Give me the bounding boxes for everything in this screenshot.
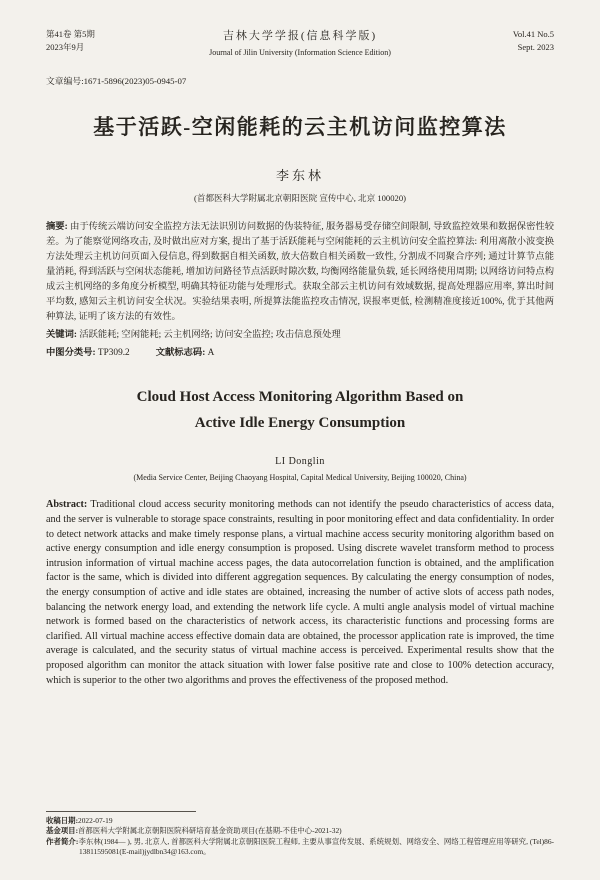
header-left <box>46 28 141 54</box>
received-label: 收稿日期: <box>46 815 79 825</box>
date-en: Sept. 2023 <box>517 42 554 53</box>
keywords-line <box>46 328 554 343</box>
abstract-text-en: Traditional cloud access security monitoring methods can not identify the pseudo characteristics of access data, and the server is vulnerable to storage space constraints, resulting in poor monitoring effect and data confidentiality. In order to detect network attacks and make timely response plans, a virtual machine access security monitoring algorithm based on active energy consumption and idle energy consumption is proposed. Using discrete wavelet transform method to process intrusion information of virtual machine access pages, the data autocorrelation function is obtained, and the amplification factor is the same, which is divided into different aggregation sequences. By calculating the energy consumption of nodes, the energy consumption of active and idle states are obtained, increasing the number of active slots of access path nodes, balancing the network energy load, and extending the network life cycle. A multi angle analysis model of virtual machine network is formed based on the characteristics of network access, its characteristic functions and processing forms are clarified. All virtual machine access effective domain data are obtained, the processor application rate is improved, the time average is calculated, and the security status of virtual machine access is perceived. Experimental results show that the proposed algorithm can monitor the attack situation with lower false positive rate and close to 100% detection accuracy, which is superior to the other two algorithms and proves the effectiveness of the proposed method. <box>46 499 554 686</box>
doc-code-value: A <box>207 348 215 359</box>
journal-name-cn: 吉林大学学报(信息科学版) <box>222 30 378 42</box>
fund-line <box>46 826 554 837</box>
affiliation-cn: (首都医科大学附属北京朝阳医院 宣传中心, 北京 100020) <box>194 193 406 204</box>
fund-label: 基金项目: <box>46 826 79 836</box>
abstract-en <box>46 498 554 688</box>
clc-value: TP309.2 <box>97 348 130 359</box>
header-center <box>141 28 459 59</box>
affiliation-en: (Media Service Center, Beijing Chaoyang Hospital, Capital Medical University, Beijing 100020, China) <box>133 473 467 483</box>
title-en-line1: Cloud Host Access Monitoring Algorithm Based on <box>136 389 464 406</box>
title-cn: 基于活跃-空闲能耗的云主机访问监控算法 <box>93 115 507 140</box>
author-bio-line <box>46 837 554 858</box>
page-footnotes <box>46 811 554 858</box>
clc-line <box>46 346 554 361</box>
title-en <box>46 385 554 436</box>
abstract-label-cn: 摘要: <box>46 222 68 233</box>
header-right <box>459 28 554 54</box>
date-cn: 2023年9月 <box>46 42 85 53</box>
footnote-divider <box>46 811 196 812</box>
volume-issue-cn: 第41卷 第5期 <box>46 29 95 39</box>
abstract-cn <box>46 220 554 325</box>
keywords-text: 活跃能耗; 空闲能耗; 云主机网络; 访问安全监控; 攻击信息预处理 <box>79 330 341 341</box>
journal-name-en: Journal of Jilin University (Information Science Edition) <box>209 48 391 58</box>
title-en-line2: Active Idle Energy Consumption <box>194 414 406 431</box>
clc-label: 中图分类号: <box>46 348 96 359</box>
keywords-label: 关键词: <box>46 330 77 341</box>
author-cn: 李东林 <box>275 168 324 184</box>
journal-header <box>46 28 554 59</box>
doc-code-label: 文献标志码: <box>155 348 206 359</box>
volume-issue-en: Vol.41 No.5 <box>512 29 554 39</box>
article-number: 文章编号:1671-5896(2023)05-0945-07 <box>46 76 187 87</box>
bio-value: 李东林(1984— ), 男, 北京人, 首都医科大学附属北京朝阳医院工程师, 主要从事宣传发展、系统规划、网络安全、网络工程管理应用等研究, (Tel)86-13811595081(E-mail)jydlbn34@163.com。 <box>78 836 554 857</box>
received-date-line <box>46 816 554 827</box>
abstract-label-en: Abstract: <box>46 499 88 511</box>
bio-label: 作者简介: <box>46 836 79 846</box>
fund-value: 首都医科大学附属北京朝阳医院科研培育基金资助项目(在基期-不佳中心-2021-32) <box>78 826 342 836</box>
received-value: 2022-07-19 <box>78 815 113 825</box>
author-en: LI Donglin <box>275 456 325 468</box>
abstract-text-cn: 由于传统云端访问安全监控方法无法识别访问数据的伪装特征, 服务器易受存储空间限制, 导致监控效果和数据保密性较差。为了能察觉网络攻击, 及时做出应对方案, 提出了基于活跃能耗与空闲能耗的云主机访问安全监控算法: 利用离散小波变换方法处理云主机访问页面入侵信息, 得到数据自相关函数, 放大倍数自相关函数一致性, 分割成不同聚合序列; 通过计算节点能量消耗, 得到活跃与空闲状态能耗, 增加访问路径节点活跃时隙次数, 均衡网络能量负载, 延长网络使用周期; 以网络访问特点构成云主机网络的多角度分析模型, 明确其特征功能与处理形式。获取全部云主机访问有效域数据, 提高处理器应用率, 算出时间平均数, 感知云主机访问安全状况。实验结果表明, 所提算法能监控攻击情况, 误报率更低, 检测精准度接近100%, 优于其他两种算法, 证明了该方法的有效性。 <box>46 222 554 323</box>
